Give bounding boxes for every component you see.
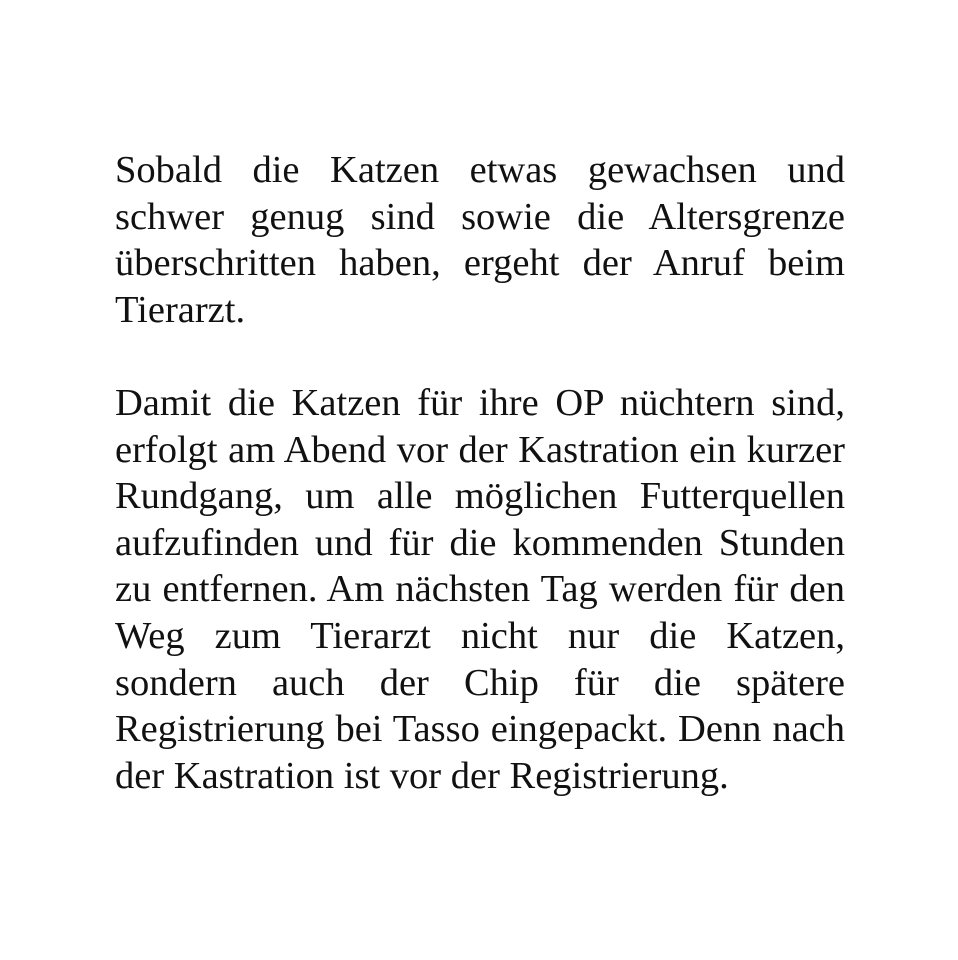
- text-block: [115, 147, 845, 799]
- paragraph-2: Damit die Katzen für ihre OP nüchtern sind, erfolgt am Abend vor der Kastration ein kurzer Rundgang, um alle möglichen Futterquellen aufzufinden und für die kommenden Stunden zu entfernen. Am nächsten Tag werden für den Weg zum Tierarzt nicht nur die Katzen, sondern auch der Chip für die spätere Registrierung bei Tasso eingepackt. Denn nach der Kastration ist vor der Registrierung.: [115, 381, 845, 797]
- paragraph-1: Sobald die Katzen etwas gewachsen und schwer genug sind sowie die Altersgrenze überschritten haben, ergeht der Anruf beim Tierarzt.: [115, 149, 845, 331]
